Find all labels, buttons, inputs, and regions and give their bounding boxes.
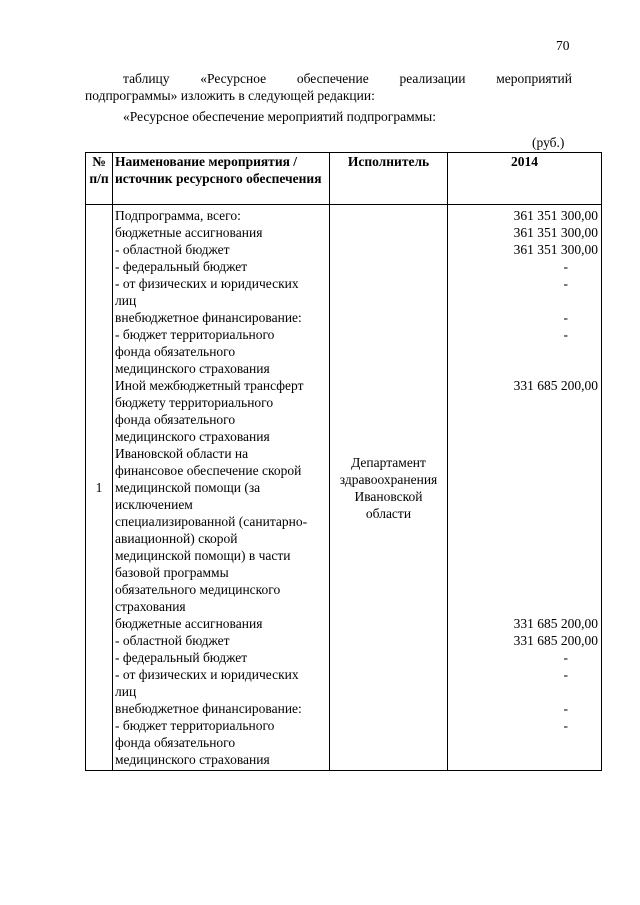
header-name: Наименование мероприятия / источник ресурсного обеспечения: [113, 153, 330, 205]
row-name-line: Подпрограмма, всего:: [115, 208, 241, 223]
row-value: -: [563, 276, 568, 291]
row-value: [450, 479, 598, 496]
row-value: [450, 547, 598, 564]
row-value: [450, 598, 598, 615]
row-value: [450, 683, 598, 700]
header-number: № п/п: [86, 153, 113, 205]
row-value: [450, 292, 598, 309]
row-name-line: Иной межбюджетный трансферт: [115, 378, 304, 393]
currency-unit-label: (руб.): [532, 135, 565, 150]
row-value: 331 685 200,00: [513, 378, 598, 393]
row-value: 361 351 300,00: [513, 242, 598, 257]
row-value: -: [563, 650, 568, 665]
row-name-line: - бюджет территориального: [115, 718, 275, 733]
row-value: 331 685 200,00: [513, 633, 598, 648]
page-number: 70: [556, 38, 570, 53]
row-value: [450, 445, 598, 462]
row-name-line: медицинского страхования: [115, 361, 270, 376]
row-name-line: бюджетные ассигнования: [115, 225, 263, 240]
row-value: [450, 564, 598, 581]
row-name-line: медицинского страхования: [115, 429, 270, 444]
row-values-cell: [448, 205, 602, 771]
row-value: [450, 751, 598, 768]
header-year: 2014: [448, 153, 602, 205]
row-name-line: - областной бюджет: [115, 242, 230, 257]
row-value: -: [563, 718, 568, 733]
row-name-line: медицинской помощи (за: [115, 480, 261, 495]
row-value: -: [563, 701, 568, 716]
row-name-line: бюджетные ассигнования: [115, 616, 263, 631]
row-value: [450, 734, 598, 751]
table-row: [86, 205, 602, 771]
row-value: [450, 343, 598, 360]
intro-text-line-1: таблицу «Ресурсное обеспечение реализации мероприятий: [123, 71, 572, 86]
row-name-line: лиц: [115, 293, 137, 308]
row-name-line: фонда обязательного: [115, 344, 236, 359]
row-name-line: - федеральный бюджет: [115, 259, 248, 274]
row-value: -: [563, 667, 568, 682]
row-value: -: [563, 327, 568, 342]
row-value: [450, 411, 598, 428]
row-value: [450, 462, 598, 479]
row-value: -: [563, 259, 568, 274]
row-name-line: внебюджетное финансирование:: [115, 701, 302, 716]
row-value: [450, 496, 598, 513]
row-name-line: фонда обязательного: [115, 735, 236, 750]
row-name-line: - бюджет территориального: [115, 327, 275, 342]
row-value: 361 351 300,00: [513, 208, 598, 223]
row-value: [450, 428, 598, 445]
row-name-line: Ивановской области на: [115, 446, 249, 461]
row-name-line: - федеральный бюджет: [115, 650, 248, 665]
row-name-line: внебюджетное финансирование:: [115, 310, 302, 325]
row-value: [450, 581, 598, 598]
row-executor: Департамент здравоохранения Ивановской области: [330, 205, 448, 771]
row-name-line: фонда обязательного: [115, 412, 236, 427]
row-name-line: финансовое обеспечение скорой: [115, 463, 302, 478]
intro-text-line-2: подпрограммы» изложить в следующей редакции:: [85, 88, 375, 103]
row-value: [450, 513, 598, 530]
row-name-line: бюджету территориального: [115, 395, 274, 410]
row-name-line: медицинского страхования: [115, 752, 270, 767]
row-name-line: базовой программы: [115, 565, 229, 580]
row-value: [450, 394, 598, 411]
intro-text-line-3: «Ресурсное обеспечение мероприятий подпрограммы:: [123, 109, 436, 124]
row-value: [450, 360, 598, 377]
row-value: -: [563, 310, 568, 325]
row-value: [450, 530, 598, 547]
header-executor: Исполнитель: [330, 153, 448, 205]
row-name-line: - областной бюджет: [115, 633, 230, 648]
row-name-line: - от физических и юридических: [115, 276, 299, 291]
row-value: 361 351 300,00: [513, 225, 598, 240]
resource-table: [85, 152, 602, 771]
row-name-line: исключением: [115, 497, 193, 512]
row-name-line: медицинской помощи) в части: [115, 548, 291, 563]
row-name-cell: [113, 205, 330, 771]
row-value: 331 685 200,00: [513, 616, 598, 631]
row-number: 1: [86, 205, 113, 771]
row-name-line: - от физических и юридических: [115, 667, 299, 682]
row-name-line: авиационной) скорой: [115, 531, 238, 546]
row-name-line: лиц: [115, 684, 137, 699]
row-name-line: специализированной (санитарно-: [115, 514, 308, 529]
row-name-line: страхования: [115, 599, 186, 614]
row-name-line: обязательного медицинского: [115, 582, 281, 597]
table-header-row: [86, 153, 602, 205]
